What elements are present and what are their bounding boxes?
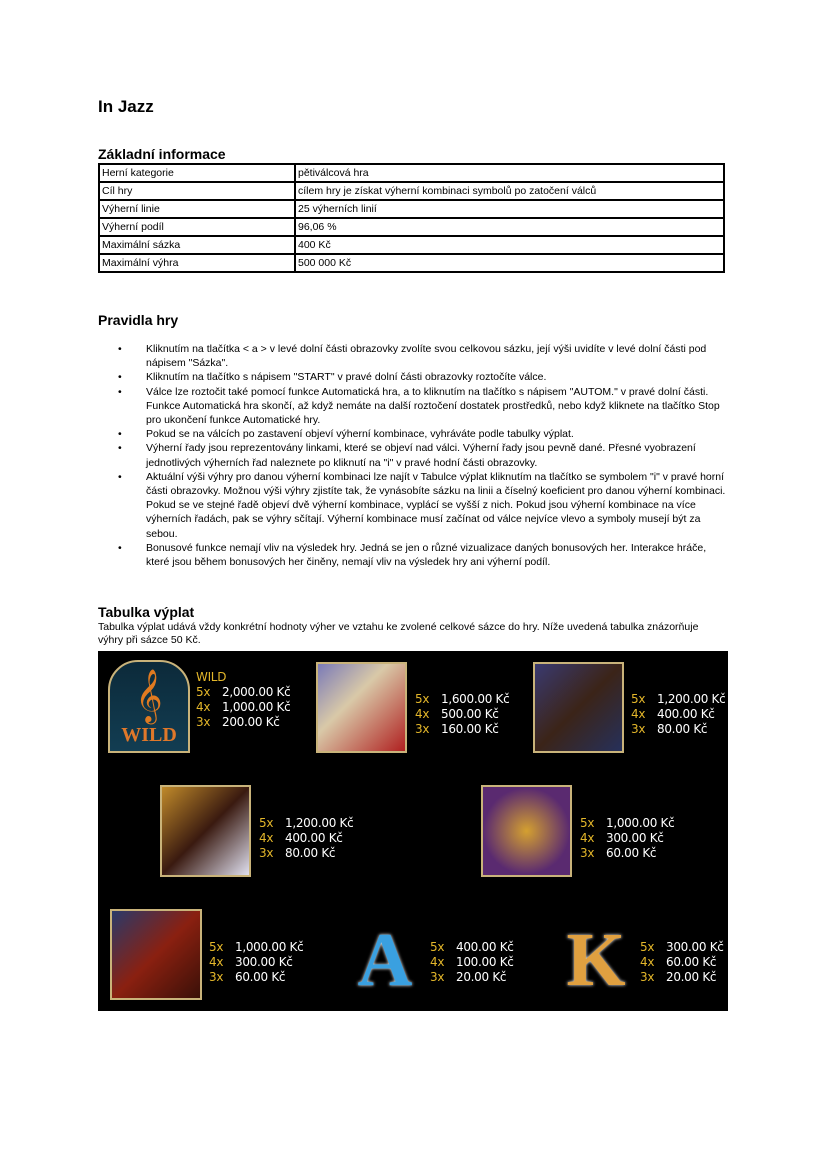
bullet-icon: •	[118, 385, 122, 398]
singer-symbol-icon	[316, 662, 407, 753]
payout-value: 300.00 Kč	[606, 831, 664, 845]
payout-list	[640, 940, 724, 985]
multiplier: 4x	[196, 700, 211, 714]
multiplier: 4x	[259, 831, 274, 845]
bullet-icon: •	[118, 442, 122, 455]
payout-value: 300.00 Kč	[666, 940, 724, 954]
multiplier: 3x	[631, 722, 646, 736]
info-row	[99, 218, 724, 236]
info-value: 25 výherních linií	[295, 200, 724, 218]
basic-info-table	[98, 163, 725, 273]
bullet-icon: •	[118, 428, 122, 441]
symbol-label: WILD	[196, 670, 227, 684]
cello-symbol-icon	[110, 909, 202, 1000]
payout-row	[259, 846, 353, 861]
payout-row	[415, 707, 509, 722]
multiplier: 5x	[209, 940, 224, 954]
payout-row	[631, 692, 725, 707]
payout-value: 400.00 Kč	[285, 831, 343, 845]
paytable-intro: Tabulka výplat udává vždy konkrétní hodnoty výher ve vztahu ke zvolené celkové sázce do hry. Níže uvedená tabulka znázorňuje výhry při sázce 50 Kč.	[98, 621, 699, 646]
paytable-heading: Tabulka výplat	[98, 604, 195, 620]
payout-row	[196, 700, 290, 715]
info-row	[99, 254, 724, 272]
basic-info-heading: Základní informace	[98, 146, 226, 162]
multiplier: 3x	[209, 970, 224, 984]
rule-item	[118, 427, 730, 441]
letter-a-symbol-icon	[350, 914, 420, 1000]
multiplier: 5x	[196, 685, 211, 699]
payout-value: 80.00 Kč	[657, 722, 708, 736]
wild-symbol-icon	[108, 660, 190, 753]
payout-value: 160.00 Kč	[441, 722, 499, 736]
payout-list	[415, 692, 509, 737]
rule-text: Aktuální výši výhry pro danou výherní kombinaci lze najít v Tabulce výplat kliknutím na tlačítko se symbolem "i" v pravé horní části obrazovky. Možnou výši výhry zjistíte tak, že vynásobíte sázku na linii a číselný koeficient pro danou výherní kombinaci. Pokud se ve stejné řadě objeví dvě výherní kombinace, vyplácí se vyšší z nich. Pokud jsou výherní kombinace na více výherních řadách, pak se výhry sčítají. Výherní kombinace musí začínat od válce nejvíce vlevo a symboly musejí být za sebou.	[146, 470, 726, 540]
payout-value: 1,000.00 Kč	[222, 700, 291, 714]
bassist-symbol-icon	[533, 662, 624, 753]
multiplier: 4x	[430, 955, 445, 969]
payout-row	[415, 692, 509, 707]
multiplier: 4x	[580, 831, 595, 845]
info-label: Výherní podíl	[99, 218, 295, 236]
payout-row	[415, 722, 509, 737]
wild-logo-text: WILD	[121, 724, 177, 746]
payout-value: 80.00 Kč	[285, 846, 336, 860]
payout-row	[259, 816, 353, 831]
info-row	[99, 200, 724, 218]
payout-value: 400.00 Kč	[456, 940, 514, 954]
payout-row	[430, 940, 514, 955]
info-value: 96,06 %	[295, 218, 724, 236]
rule-text: Výherní řady jsou reprezentovány linkami, které se objeví nad válci. Výherní řady jsou pevně dané. Přesné vyobrazení jednotlivých výherních řad naleznete po kliknutí na "i" v pravé hodní části obrazovky.	[146, 442, 696, 469]
multiplier: 3x	[430, 970, 445, 984]
payout-row	[580, 816, 674, 831]
rule-item	[118, 470, 730, 541]
info-row	[99, 182, 724, 200]
payout-row	[631, 707, 725, 722]
paytable-image	[98, 651, 728, 1011]
treble-clef-icon: 𝄞	[135, 668, 163, 722]
payout-value: 100.00 Kč	[456, 955, 514, 969]
multiplier: 3x	[640, 970, 655, 984]
info-row	[99, 164, 724, 182]
info-value: 400 Kč	[295, 236, 724, 254]
payout-value: 60.00 Kč	[235, 970, 286, 984]
payout-value: 20.00 Kč	[456, 970, 507, 984]
multiplier: 5x	[640, 940, 655, 954]
bullet-icon: •	[118, 343, 122, 355]
rule-item	[118, 342, 730, 370]
payout-row	[430, 955, 514, 970]
multiplier: 4x	[640, 955, 655, 969]
payout-list	[196, 670, 290, 730]
rules-list	[118, 342, 730, 569]
payout-row	[631, 722, 725, 737]
payout-row	[640, 970, 724, 985]
info-value: pětiválcová hra	[295, 164, 724, 182]
rule-text: Válce lze roztočit také pomocí funkce Automatická hra, a to kliknutím na tlačítko s nápisem "AUTOM." v pravé dolní části. Funkce Automatická hra skončí, až když nemáte na další roztočení dostatek prostředků, nebo když kliknete na tlačítko Stop pro ukončení funkce Automatické hry.	[146, 385, 720, 427]
payout-value: 1,000.00 Kč	[606, 816, 675, 830]
rule-text: Kliknutím na tlačítka < a > v levé dolní části obrazovky zvolíte svou celkovou sázku, její výši uvidíte v levé dolní části pod nápisem "Sázka".	[146, 343, 707, 370]
symbol-letter: K	[566, 918, 626, 1002]
payout-row	[580, 831, 674, 846]
payout-row	[196, 685, 290, 700]
payout-value: 1,200.00 Kč	[657, 692, 726, 706]
info-row	[99, 236, 724, 254]
horn-symbol-icon	[481, 785, 572, 877]
multiplier: 3x	[259, 846, 274, 860]
info-label: Cíl hry	[99, 182, 295, 200]
rule-text: Pokud se na válcích po zastavení objeví výherní kombinace, vyhráváte podle tabulky výplat.	[146, 428, 574, 441]
multiplier: 4x	[631, 707, 646, 721]
rule-item	[118, 441, 730, 469]
rules-heading: Pravidla hry	[98, 312, 179, 328]
payout-value: 300.00 Kč	[235, 955, 293, 969]
payout-row	[580, 846, 674, 861]
saxophonist-symbol-icon	[160, 785, 251, 877]
payout-list	[430, 940, 514, 985]
rule-item	[118, 370, 730, 384]
payout-row	[209, 955, 303, 970]
payout-value: 20.00 Kč	[666, 970, 717, 984]
payout-value: 2,000.00 Kč	[222, 685, 291, 699]
multiplier: 4x	[209, 955, 224, 969]
payout-row	[640, 940, 724, 955]
payout-list	[631, 692, 725, 737]
bullet-icon: •	[118, 470, 122, 483]
bullet-icon: •	[118, 371, 122, 384]
multiplier: 5x	[631, 692, 646, 706]
payout-list	[209, 940, 303, 985]
payout-row	[209, 940, 303, 955]
info-label: Maximální sázka	[99, 236, 295, 254]
payout-row	[196, 715, 290, 730]
multiplier: 5x	[259, 816, 274, 830]
payout-value: 400.00 Kč	[657, 707, 715, 721]
multiplier: 5x	[415, 692, 430, 706]
payout-value: 1,200.00 Kč	[285, 816, 354, 830]
payout-row	[430, 970, 514, 985]
multiplier: 3x	[415, 722, 430, 736]
symbol-letter: A	[357, 918, 413, 1002]
payout-list	[580, 816, 674, 861]
payout-value: 500.00 Kč	[441, 707, 499, 721]
multiplier: 3x	[580, 846, 595, 860]
bullet-icon: •	[118, 541, 122, 554]
rule-text: Bonusové funkce nemají vliv na výsledek hry. Jedná se jen o různé vizualizace daných bonusových her. Interakce hráče, které jsou během bonusových her činěny, nemají vliv na výsledek hry ani výherní podíl.	[146, 541, 707, 569]
info-value: 500 000 Kč	[295, 254, 724, 272]
page-title: In Jazz	[98, 97, 154, 116]
rule-text: Kliknutím na tlačítko s nápisem "START" v pravé dolní části obrazovky roztočíte válce.	[146, 371, 547, 384]
payout-value: 60.00 Kč	[606, 846, 657, 860]
payout-list	[259, 816, 353, 861]
payout-value: 200.00 Kč	[222, 715, 280, 729]
payout-value: 1,600.00 Kč	[441, 692, 510, 706]
rule-item	[118, 385, 730, 428]
multiplier: 5x	[580, 816, 595, 830]
payout-value: 60.00 Kč	[666, 955, 717, 969]
letter-k-symbol-icon	[560, 914, 632, 1000]
multiplier: 4x	[415, 707, 430, 721]
info-label: Herní kategorie	[99, 164, 295, 182]
payout-row	[259, 831, 353, 846]
info-value: cílem hry je získat výherní kombinaci symbolů po zatočení válců	[295, 182, 724, 200]
payout-value: 1,000.00 Kč	[235, 940, 304, 954]
info-label: Výherní linie	[99, 200, 295, 218]
payout-row	[640, 955, 724, 970]
multiplier: 3x	[196, 715, 211, 729]
multiplier: 5x	[430, 940, 445, 954]
rule-item	[118, 541, 730, 569]
payout-row	[209, 970, 303, 985]
info-label: Maximální výhra	[99, 254, 295, 272]
